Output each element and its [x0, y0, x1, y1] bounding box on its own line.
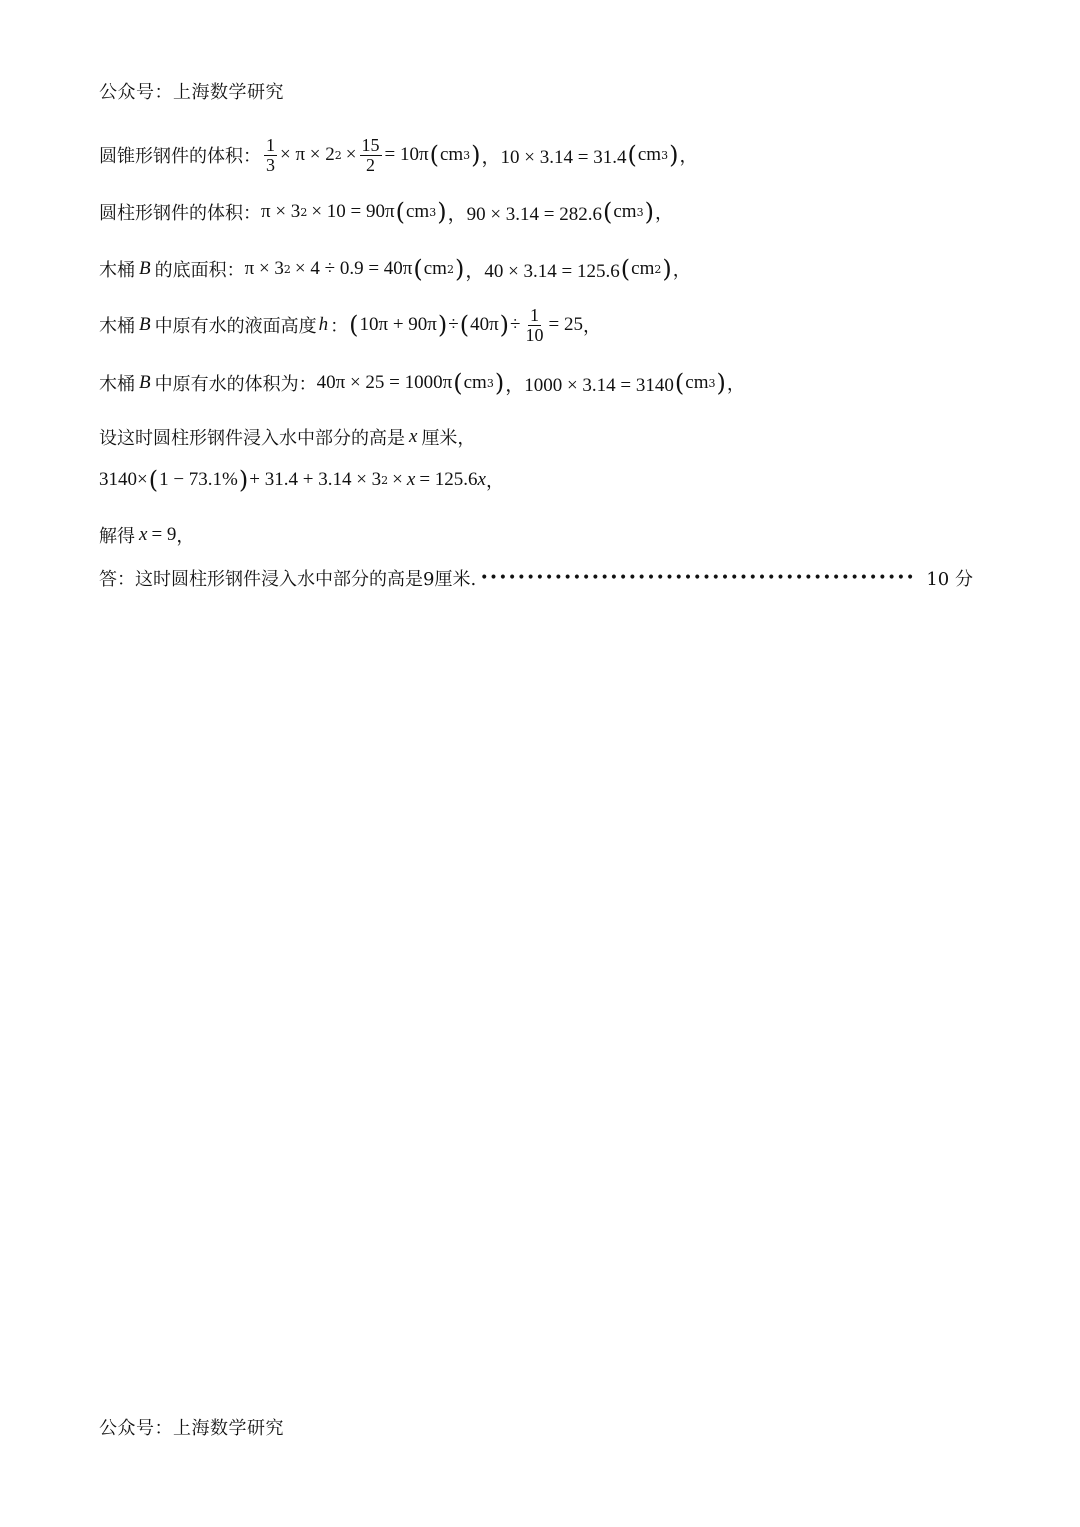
cone-volume-label: 圆锥形钢件的体积： [99, 146, 261, 168]
page-header: 公众号：上海数学研究 [99, 82, 284, 103]
original-water-volume-line: 木桶 B 中原有水的体积为： 40π × 25 = 1000π ( cm 3 ) ，1000 × 3.14 = 3140 ( cm 3 ) ， [99, 369, 745, 397]
cone-volume-line: 圆锥形钢件的体积： $\frac{1}{3}$ × π × 2 2 × $\frac{15}{2}$ = 10π ( cm 3 ) ，10 × 3.14 = 31.4 ( cm 3 ) ， [99, 135, 698, 175]
answer-line [99, 565, 915, 591]
fraction-fifteen-halves: $\frac{15}{2}$ [361, 135, 380, 175]
fraction-one-tenth: $\frac{1}{10}$ [525, 305, 544, 345]
water-level-height-line: 木桶 B 中原有水的液面高度 h ： ( 10π + 90π ) ÷ ( 40π ) ÷ $\frac{1}{10}$ = 25 ， [99, 305, 601, 345]
score-label: 10 分 [926, 569, 973, 590]
page-footer: 公众号：上海数学研究 [99, 1418, 284, 1439]
cylinder-volume-line: 圆柱形钢件的体积： π × 3 2 × 10 = 90π ( cm 3 ) ，90 × 3.14 = 282.6 ( cm 3 ) ， [99, 198, 673, 226]
dot-leader: ••••••••••••••••••••••••••••••••••••••••••••••• [480, 570, 916, 586]
bucket-base-area-line: 木桶 B 的底面积： π × 3 2 × 4 ÷ 0.9 = 40π ( cm 2 ) ，40 × 3.14 = 125.6 ( cm 2 ) ， [99, 255, 691, 283]
cylinder-volume-label: 圆柱形钢件的体积： [99, 203, 261, 224]
answer-text: 答：这时圆柱形钢件浸入水中部分的高是9厘米. [99, 569, 477, 590]
assumption-line: 设这时圆柱形钢件浸入水中部分的高是 x 厘米， [99, 426, 476, 449]
equation-line: 3140× ( 1 − 73.1% ) + 31.4 + 3.14 × 3 2 × x = 125.6 x ， [99, 466, 504, 494]
fraction-one-third: $\frac{1}{3}$ [266, 135, 275, 175]
solution-line: 解得 x = 9 ， [99, 524, 195, 547]
